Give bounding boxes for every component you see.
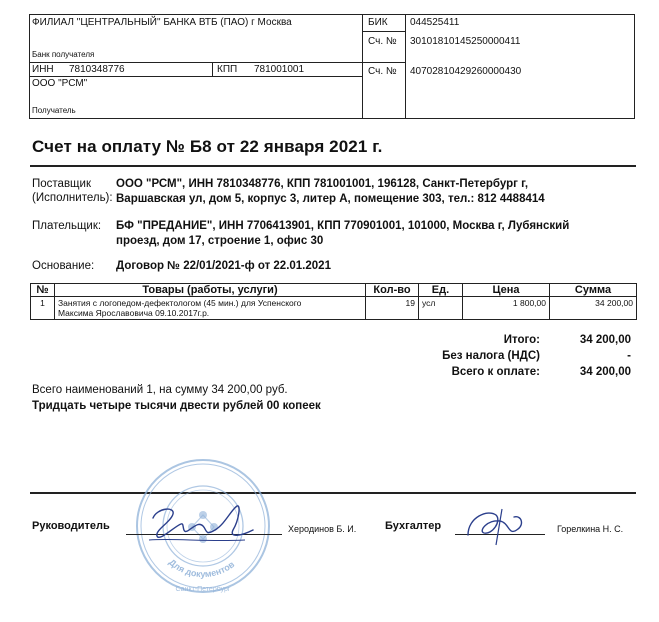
header-goods: Товары (работы, услуги) — [55, 284, 366, 297]
row-goods-line1: Занятия с логопедом-дефектологом (45 мин.) для Успенского — [58, 298, 302, 308]
items-table — [30, 283, 637, 320]
inn-label: ИНН — [32, 64, 54, 75]
supplier-label-line2: (Исполнитель): — [32, 192, 113, 204]
payer-line2: проезд, дом 17, строение 1, офис 30 — [116, 235, 324, 247]
header-unit: Ед. — [419, 284, 463, 297]
payer-label: Плательщик: — [32, 220, 102, 232]
account-value: 40702810429260000430 — [410, 66, 522, 77]
row-price: 1 800,00 — [463, 297, 550, 320]
title-divider — [30, 165, 636, 167]
due-value: 34 200,00 — [579, 366, 631, 378]
summary-line: Всего наименований 1, на сумму 34 200,00 руб. — [32, 384, 288, 396]
payer-line1: БФ "ПРЕДАНИЕ", ИНН 7706413901, КПП 770901001, 101000, Москва г, Лубянский — [116, 220, 570, 232]
amount-in-words: Тридцать четыре тысячи двести рублей 00 копеек — [32, 400, 321, 412]
supplier-label-line1: Поставщик — [32, 178, 91, 190]
header-num: № — [31, 284, 55, 297]
table-header-row — [31, 284, 637, 297]
kpp-value: 781001001 — [254, 64, 305, 75]
account-label: Сч. № — [368, 66, 397, 77]
header-sum: Сумма — [550, 284, 637, 297]
recipient-name: ООО "РСМ" — [32, 78, 88, 89]
stamp-text-city: Санкт-Петербург — [175, 586, 231, 593]
corr-account-value: 30101810145250000411 — [410, 36, 521, 47]
total-value: 34 200,00 — [579, 334, 631, 346]
recipient-label: Получатель — [32, 106, 76, 115]
total-label: Итого: — [503, 334, 540, 346]
accountant-label: Бухгалтер — [385, 520, 442, 532]
due-label: Всего к оплате: — [451, 366, 540, 378]
director-label: Руководитель — [32, 520, 110, 532]
signature-divider — [30, 492, 636, 494]
supplier-line1: ООО "РСМ", ИНН 7810348776, КПП 781001001, 196128, Санкт-Петербург г, — [116, 178, 529, 190]
invoice-title: Счет на оплату № Б8 от 22 января 2021 г. — [32, 137, 383, 156]
recipient-bank-label: Банк получателя — [32, 50, 95, 59]
header-price: Цена — [463, 284, 550, 297]
bik-label: БИК — [368, 17, 388, 28]
svg-text:Для документов — [167, 557, 237, 579]
supplier-line2: Варшавская ул, дом 5, корпус 3, литер А, помещение 303, тел.: 812 4488414 — [116, 193, 545, 205]
header-qty: Кол-во — [366, 284, 419, 297]
stamp-text-bottom: Для документов — [166, 557, 237, 580]
row-goods — [55, 297, 366, 320]
inn-value: 7810348776 — [69, 64, 125, 75]
row-num: 1 — [31, 297, 55, 320]
corr-account-label: Сч. № — [368, 36, 397, 47]
table-row — [31, 297, 637, 320]
bank-name: ФИЛИАЛ "ЦЕНТРАЛЬНЫЙ" БАНКА ВТБ (ПАО) г Москва — [32, 17, 292, 28]
director-signature — [145, 500, 265, 548]
row-goods-line2: Максима Ярославовича 09.10.2017г.р. — [58, 308, 210, 318]
row-qty: 19 — [366, 297, 419, 320]
director-name: Херодинов Б. И. — [288, 524, 357, 534]
row-sum: 34 200,00 — [550, 297, 637, 320]
bank-details-box — [29, 14, 635, 119]
accountant-signature — [462, 505, 532, 547]
vat-label: Без налога (НДС) — [442, 350, 540, 362]
row-unit: усл — [419, 297, 463, 320]
bik-value: 044525411 — [410, 17, 460, 28]
vat-value: - — [627, 350, 631, 362]
kpp-label: КПП — [217, 64, 238, 75]
accountant-name: Горелкина Н. С. — [557, 524, 624, 534]
basis-label: Основание: — [32, 260, 95, 272]
basis-value: Договор № 22/01/2021-ф от 22.01.2021 — [116, 260, 331, 272]
